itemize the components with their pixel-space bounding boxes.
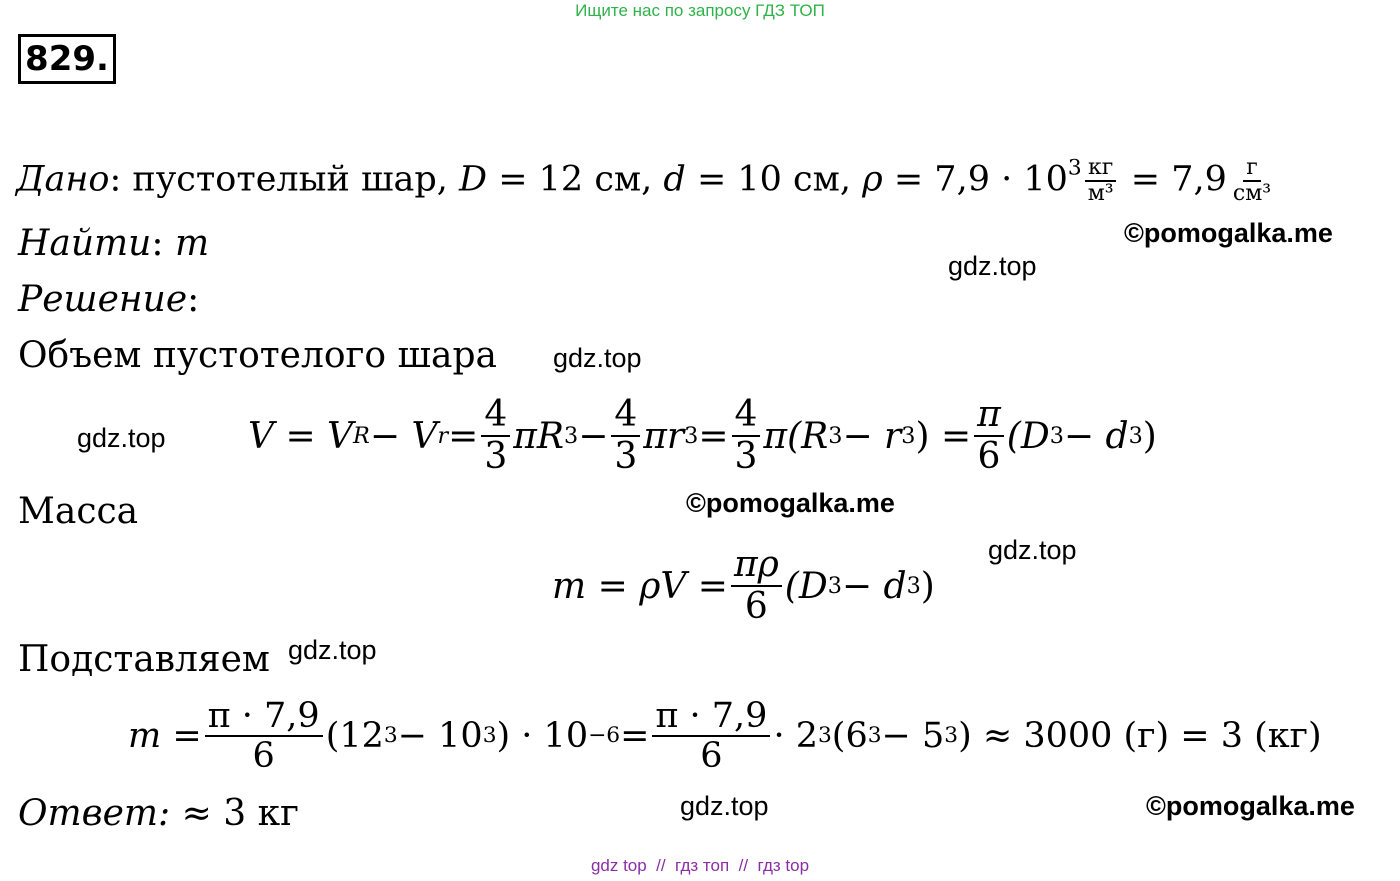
unit-kg-per-m3: $\frac{кг}{\text{м³}}$ [1085,156,1117,206]
frac-4-3-a: $\frac{4}{3}$ [481,395,510,476]
watermark-gdz: gdz.top [948,251,1037,281]
frac-calc-a: $\frac{\pi \cdot 7,9}{6}$ [205,697,323,776]
frac-4-3-b: $\frac{4}{3}$ [611,395,640,476]
frac-4-3-c: $\frac{4}{3}$ [732,395,761,476]
frac-pi-6: $\frac{\pi}{6}$ [974,395,1004,476]
given-text: пустотелый шар, [121,159,460,200]
footer-links[interactable]: gdz top // гдз топ // гдз top [590,856,810,875]
watermark-gdz: gdz.top [680,791,769,821]
frac-calc-b: $\frac{\pi \cdot 7,9}{6}$ [652,697,770,776]
watermark-pomogalka: ©pomogalka.me [686,488,895,518]
find-line: Найти: m [18,223,210,264]
unit-g-per-cm3: $\frac{г}{\text{см³}}$ [1232,155,1272,207]
solution-label: Решение: [18,279,200,320]
formula-mass: m = ρV = $\frac{\pi\rho}{6}$ (D 3 − d 3 ) [552,544,935,627]
watermark-gdz: gdz.top [77,423,166,453]
watermark-gdz: gdz.top [988,535,1077,565]
problem-number: 829. [18,34,116,84]
formula-volume: V = V R − V r = $\frac{4}{3}$ πR 3 − $\frac{4}{3}$ πr 3 = $\frac{4}{3}$ π(R 3 − r 3 ) = $\frac{\pi}{6}$ (D 3 − d 3 ) [248,394,1157,477]
watermark-gdz: gdz.top [553,343,642,373]
substitute-heading: Подставляем [18,639,270,680]
formula-calc: m = $\frac{\pi \cdot 7,9}{6}$ (12 3 − 10 3 ) · 10 −6 = $\frac{\pi \cdot 7,9}{6}$ · 2 3 (6 3 − 5 3 ) ≈ 3000 (г) = 3 (кг) [128,695,1322,776]
watermark-pomogalka: ©pomogalka.me [1146,791,1355,821]
top-banner[interactable]: Ищите нас по запросу ГДЗ ТОП [575,1,825,20]
given-label: Дано [16,159,110,200]
watermark-gdz: gdz.top [288,635,377,665]
frac-pi-rho-6: $\frac{\pi\rho}{6}$ [731,545,782,626]
answer-line: Ответ: ≈ 3 кг [18,793,299,834]
mass-heading: Масса [18,491,139,532]
given-line: Дано: пустотелый шар, D = 12 см, d = 10 см, $\rho = 7,9 \cdot 10^3$ $\frac{кг}{\text{м³}}$ = 7,9 $\frac{г}{\text{см³}}$ [16,156,1277,206]
volume-heading: Объем пустотелого шара [18,335,497,376]
watermark-pomogalka: ©pomogalka.me [1124,218,1333,248]
